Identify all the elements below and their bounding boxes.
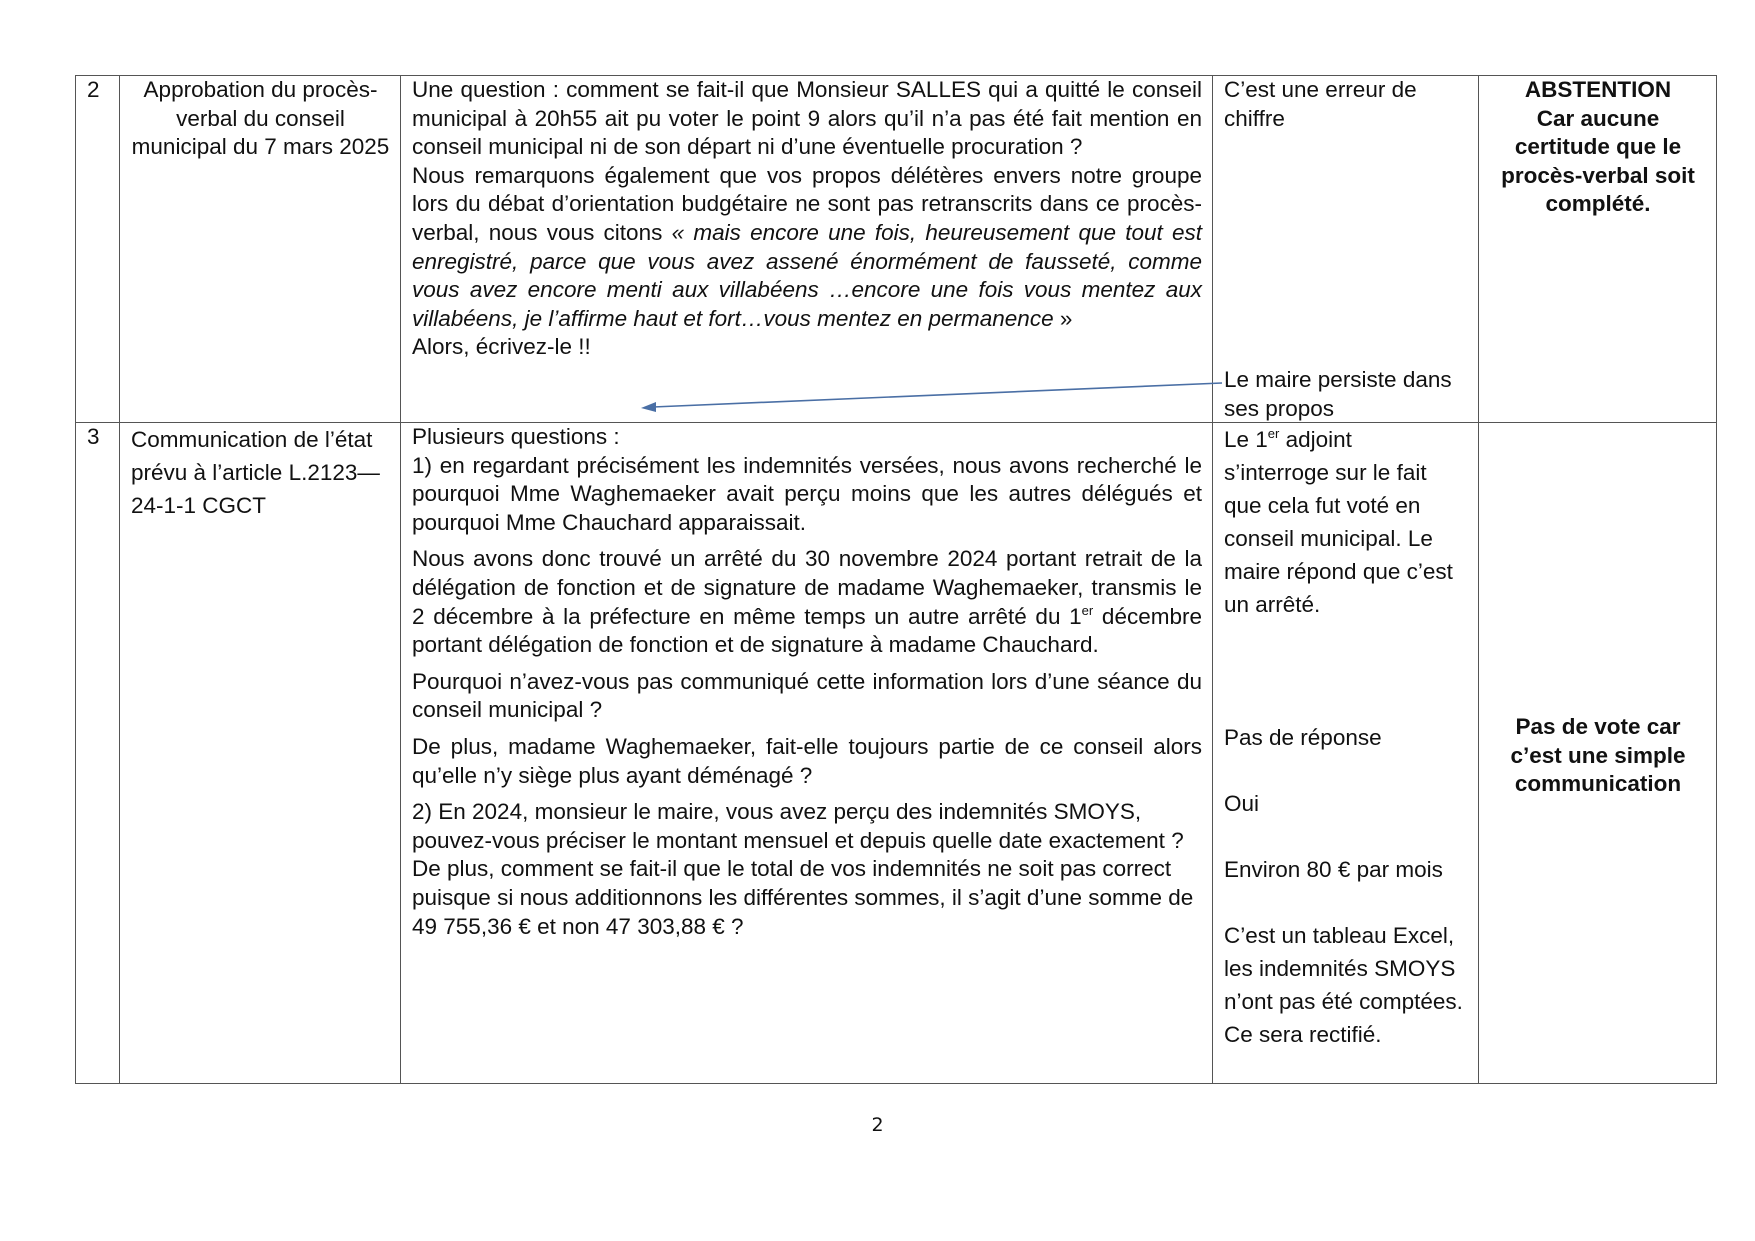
question-paragraph: Une question : comment se fait-il que Monsieur SALLES qui a quitté le conseil municipal à 20h55 ait pu voter le point 9 alors qu’il n’a pas été fait mention en conseil municipal ni de son départ ni d’une éventuelle procuration ? xyxy=(412,77,1202,160)
opposition-question xyxy=(401,76,1213,423)
answer-text: Oui xyxy=(1224,791,1260,816)
answer-text: C’est un tableau Excel, les indemnités SMOYS n’ont pas été comptées. Ce sera rectifié. xyxy=(1224,923,1463,1047)
answer-text: Le maire persiste dans ses propos xyxy=(1224,367,1452,421)
vote-title: ABSTENTION xyxy=(1524,77,1672,102)
question-paragraph: Plusieurs questions : xyxy=(412,424,620,449)
mayor-answer xyxy=(1213,76,1479,423)
table-row xyxy=(76,76,1717,423)
mayor-answer xyxy=(1213,423,1479,1084)
question-paragraph: 1) en regardant précisément les indemnités versées, nous avons recherché le pourquoi Mme Waghemaeker avait perçu moins que les autres délégués et pourquoi Mme Chauchard apparaissait. xyxy=(412,452,1202,535)
question-paragraph: Nous avons donc trouvé un arrêté du 30 novembre 2024 portant retrait de la délégation de fonction et de signature de madame Waghemaeker, transmis le 2 décembre à la préfecture en même temps un autre arrêté du 1er décembre portant délégation de fonction et de signature à madame Chauchard. xyxy=(412,546,1202,658)
question-paragraph: Pourquoi n’avez-vous pas communiqué cette information lors d’une séance du conseil municipal ? xyxy=(412,668,1202,723)
answer-text: Pas de réponse xyxy=(1224,725,1382,750)
opposition-question xyxy=(401,423,1213,1084)
answer-text: C’est une erreur de chiffre xyxy=(1224,77,1417,131)
vote-decision xyxy=(1479,76,1717,423)
question-paragraph: 2) En 2024, monsieur le maire, vous avez perçu des indemnités SMOYS, pouvez-vous préciser le montant mensuel et depuis quelle date exactement ? xyxy=(412,799,1184,853)
agenda-item-title: Communication de l’état prévu à l’article L.2123—24-1-1 CGCT xyxy=(120,423,401,1084)
question-paragraph: Alors, écrivez-le !! xyxy=(412,334,591,360)
item-number: 3 xyxy=(76,423,120,1084)
agenda-item-title: Approbation du procès-verbal du conseil municipal du 7 mars 2025 xyxy=(120,76,401,423)
item-number: 2 xyxy=(76,76,120,423)
question-paragraph: De plus, comment se fait-il que le total de vos indemnités ne soit pas correct puisque si nous additionnons les différentes sommes, il s’agit d’une somme de 49 755,36 € et non 47 303,88 € ? xyxy=(412,856,1194,939)
minutes-table xyxy=(75,75,1717,1084)
page-number: 2 xyxy=(871,1114,884,1136)
quoted-remark: « mais encore une fois, heureusement que tout est enregistré, parce que vous avez assené énormément de fausseté, comme vous avez encore menti aux villabéens …encore une fois vous mentez aux villabéens, je l’affirme haut et fort…vous mentez en permanence xyxy=(412,219,1203,331)
table-row xyxy=(76,423,1717,1084)
vote-reason: Pas de vote car c’est une simple communication xyxy=(1510,714,1686,797)
vote-reason: Car aucune certitude que le procès-verbal soit complété. xyxy=(1501,105,1695,217)
answer-text: Le 1er adjoint s’interroge sur le fait que cela fut voté en conseil municipal. Le maire répond que c’est un arrêté. xyxy=(1224,426,1453,617)
question-paragraph: De plus, madame Waghemaeker, fait-elle toujours partie de ce conseil alors qu’elle n’y siège plus ayant déménagé ? xyxy=(412,733,1202,788)
vote-decision xyxy=(1479,423,1717,1084)
answer-text: Environ 80 € par mois xyxy=(1224,857,1443,882)
question-paragraph: Nous remarquons également que vos propos délétères envers notre groupe lors du débat d’orientation budgétaire ne sont pas retranscrits dans ce procès-verbal, nous vous citons « mais encore une fois, heureusement que tout est enregistré, parce que vous avez assené énormément de fausseté, comme vous avez encore menti aux villabéens …encore une fois vous mentez aux villabéens, je l’affirme haut et fort…vous mentez en permanence » xyxy=(412,162,1203,331)
